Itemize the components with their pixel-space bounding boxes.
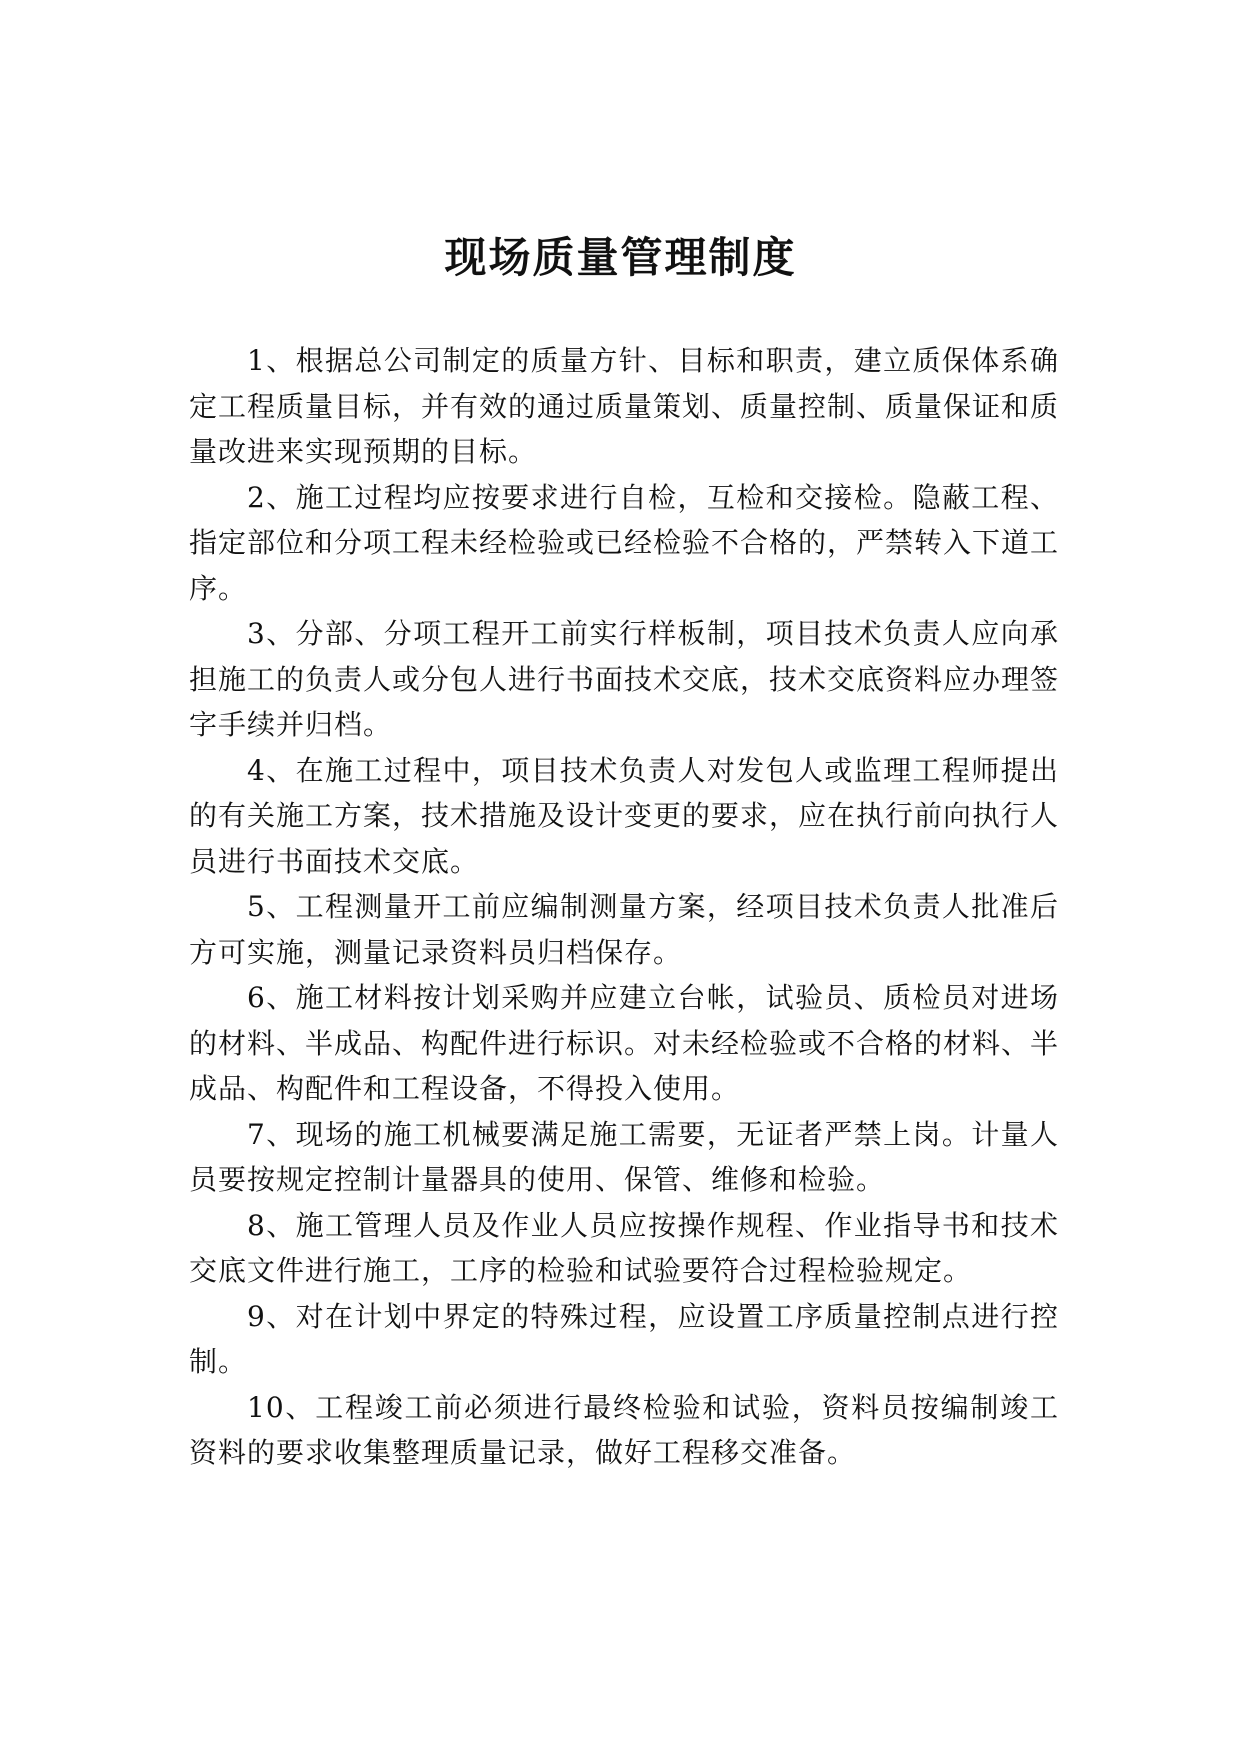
paragraph-2: 2、施工过程均应按要求进行自检，互检和交接检。隐蔽工程、指定部位和分项工程未经检验或已经检验不合格的，严禁转入下道工序。 bbox=[189, 480, 1060, 605]
document-title: 现场质量管理制度 bbox=[444, 233, 797, 282]
paragraph-5: 5、工程测量开工前应编制测量方案，经项目技术负责人批准后方可实施，测量记录资料员归档保存。 bbox=[189, 890, 1059, 969]
paragraph-8: 8、施工管理人员及作业人员应按操作规程、作业指导书和技术交底文件进行施工，工序的检验和试验要符合过程检验规定。 bbox=[189, 1208, 1059, 1287]
paragraph-1: 1、根据总公司制定的质量方针、目标和职责，建立质保体系确定工程质量目标，并有效的通过质量策划、质量控制、质量保证和质量改进来实现预期的目标。 bbox=[189, 344, 1060, 468]
paragraph-10: 10、工程竣工前必须进行最终检验和试验，资料员按编制竣工资料的要求收集整理质量记录，做好工程移交准备。 bbox=[189, 1390, 1059, 1469]
paragraph-4: 4、在施工过程中，项目技术负责人对发包人或监理工程师提出的有关施工方案，技术措施及设计变更的要求，应在执行前向执行人员进行书面技术交底。 bbox=[189, 753, 1060, 878]
paragraph-6: 6、施工材料按计划采购并应建立台帐，试验员、质检员对进场的材料、半成品、构配件进行标识。对未经检验或不合格的材料、半成品、构配件和工程设备，不得投入使用。 bbox=[189, 981, 1060, 1105]
paragraph-7: 7、现场的施工机械要满足施工需要，无证者严禁上岗。计量人员要按规定控制计量器具的使用、保管、维修和检验。 bbox=[189, 1117, 1059, 1196]
document-body bbox=[189, 338, 1059, 1476]
paragraph-9: 9、对在计划中界定的特殊过程，应设置工序质量控制点进行控制。 bbox=[189, 1299, 1059, 1378]
paragraph-3: 3、分部、分项工程开工前实行样板制，项目技术负责人应向承担施工的负责人或分包人进行书面技术交底，技术交底资料应办理签字手续并归档。 bbox=[189, 617, 1060, 741]
